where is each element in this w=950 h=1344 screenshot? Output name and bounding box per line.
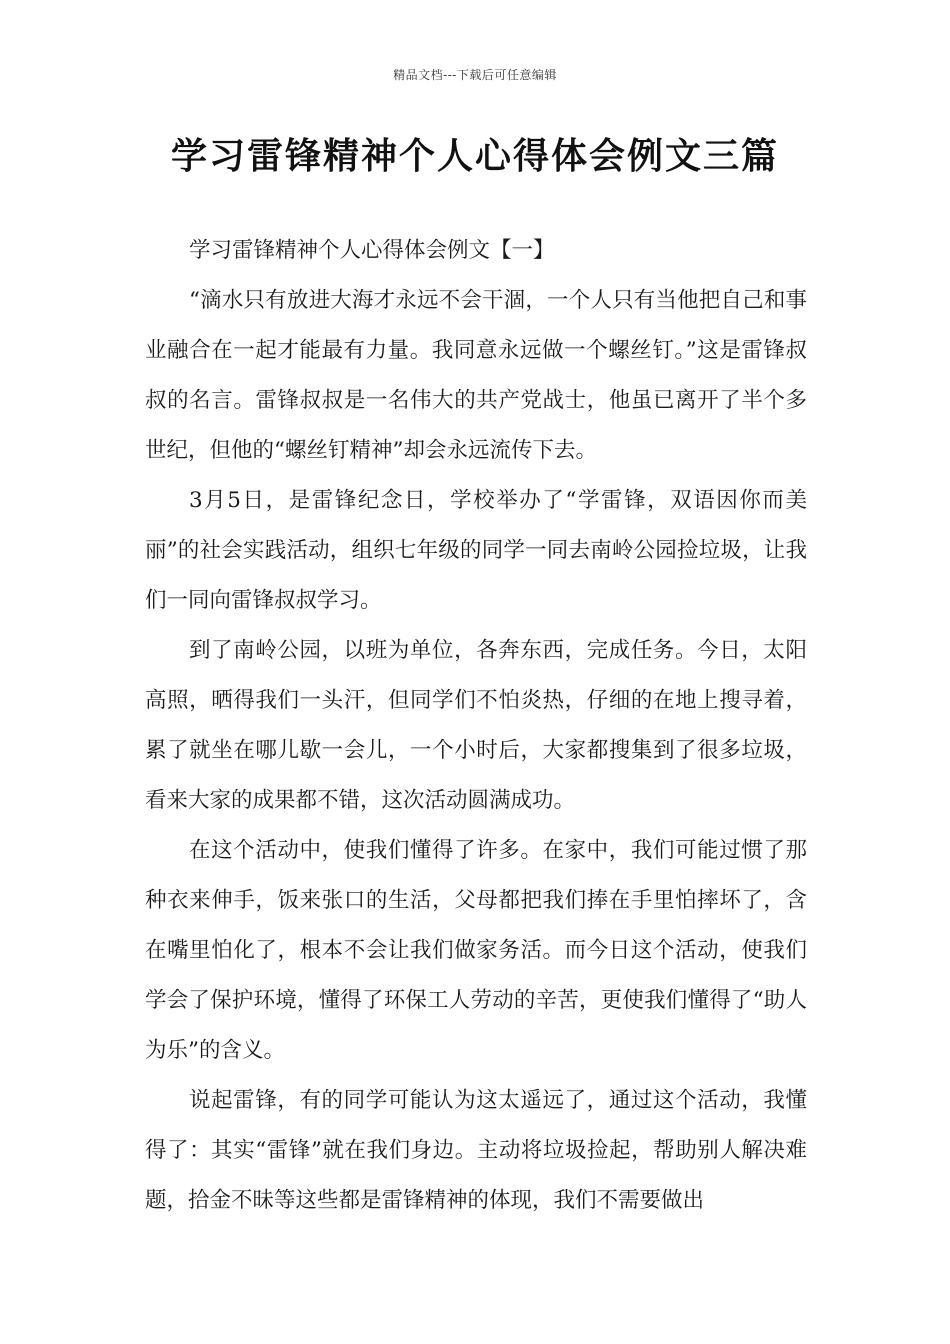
section-heading: 学习雷锋精神个人心得体会例文【一】 xyxy=(189,238,555,263)
document-title: 学习雷锋精神个人心得体会例文三篇 xyxy=(170,135,779,177)
paragraph: 到了南岭公园，以班为单位，各奔东西，完成任务。今日，太阳高照，晒得我们一头汗，但同学们不怕炎热，仔细的在地上搜寻着，累了就坐在哪儿歇一会儿，一个小时后，大家都搜集到了很多垃圾，看来大家的成果都不错，这次活动圆满成功。 xyxy=(145,638,807,813)
header-note: 精品文档---下载后可任意编辑 xyxy=(393,68,557,82)
paragraph: 说起雷锋，有的同学可能认为这太遥远了，通过这个活动，我懂得了：其实“雷锋”就在我们身边。主动将垃圾捡起，帮助别人解决难题，拾金不昧等这些都是雷锋精神的体现，我们不需要做出 xyxy=(145,1088,807,1213)
document-body xyxy=(145,226,807,1226)
paragraph: 3月5日，是雷锋纪念日，学校举办了“学雷锋，双语因你而美丽”的社会实践活动，组织七年级的同学一同去南岭公园捡垃圾，让我们一同向雷锋叔叔学习。 xyxy=(145,488,807,613)
paragraph: 在这个活动中，使我们懂得了许多。在家中，我们可能过惯了那种衣来伸手，饭来张口的生活，父母都把我们捧在手里怕摔坏了，含在嘴里怕化了，根本不会让我们做家务活。而今日这个活动，使我们学会了保护环境，懂得了环保工人劳动的辛苦，更使我们懂得了“助人为乐”的含义。 xyxy=(145,838,807,1063)
paragraph: “滴水只有放进大海才永远不会干涸，一个人只有当他把自己和事业融合在一起才能最有力量。我同意永远做一个螺丝钉。”这是雷锋叔叔的名言。雷锋叔叔是一名伟大的共产党战士，他虽已离开了半个多世纪，但他的“螺丝钉精神”却会永远流传下去。 xyxy=(145,288,807,463)
